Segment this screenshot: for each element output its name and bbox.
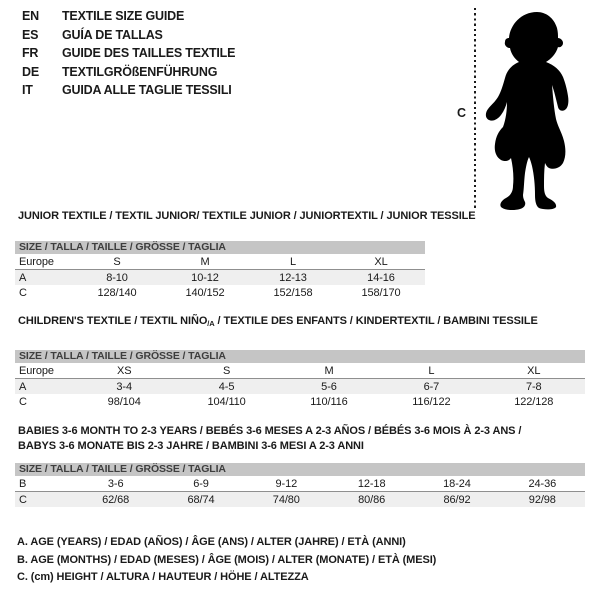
language-row [22, 63, 235, 82]
value-cell: 6-9 [158, 476, 243, 492]
value-cell: L [380, 363, 482, 379]
size-header-bar: SIZE / TALLA / TAILLE / GRÖSSE / TAGLIA [15, 241, 425, 254]
row-label-cell: B [15, 476, 73, 492]
section-title-line2: BABYS 3-6 MONATE BIS 2-3 JAHRE / BAMBINI 3-6 MESI A 2-3 ANNI [18, 440, 364, 452]
height-label: C [457, 106, 467, 120]
value-cell: 12-13 [249, 270, 337, 286]
language-title: TEXTILE SIZE GUIDE [62, 9, 185, 23]
section-babies [15, 424, 585, 507]
value-cell: S [175, 363, 277, 379]
table-row [15, 363, 585, 379]
language-title: GUIDE DES TAILLES TEXTILE [62, 46, 236, 61]
row-label-cell: C [19, 286, 27, 299]
language-code: IT [22, 83, 33, 98]
section-title: JUNIOR TEXTILE / TEXTIL JUNIOR/ TEXTILE JUNIOR / JUNIORTEXTIL / JUNIOR TESSILE [18, 210, 476, 222]
value-cell: 18-24 [414, 476, 499, 492]
value-cell: 116/122 [412, 395, 451, 408]
row-label-cell: Europe [15, 254, 73, 270]
table-row [15, 379, 585, 395]
section-title [15, 314, 585, 331]
value-cell: 14-16 [337, 270, 425, 286]
value-cell: 10-12 [161, 270, 249, 286]
table-row [15, 254, 425, 270]
footnotes [17, 534, 436, 587]
language-row [22, 7, 235, 26]
language-row [22, 26, 235, 45]
value-cell: 4-5 [175, 379, 277, 395]
language-title: GUÍA DE TALLAS [62, 27, 163, 42]
value-cell: 24-36 [500, 476, 585, 492]
value-cell: 8-10 [73, 270, 161, 286]
value-cell: XL [483, 363, 585, 379]
footnote-c: C. (cm) HEIGHT / ALTURA / HAUTEUR / HÖHE / ALTEZZA [17, 571, 309, 584]
value-cell: 122/128 [514, 395, 554, 408]
section-title-subscript: /A [207, 319, 215, 328]
value-cell: S [73, 254, 161, 270]
value-cell: XS [73, 363, 175, 379]
row-label-cell: A [15, 270, 73, 286]
value-cell: 6-7 [380, 379, 482, 395]
footnote-b: B. AGE (MONTHS) / EDAD (MESES) / ÂGE (MOIS) / ALTER (MONATE) / ETÀ (MESI) [17, 553, 437, 566]
section-title-text: / TEXTILE DES ENFANTS / KINDERTEXTIL / BAMBINI TESSILE [214, 315, 538, 327]
row-label-cell: A [15, 379, 73, 395]
language-code: FR [22, 46, 39, 61]
size-header-bar: SIZE / TALLA / TAILLE / GRÖSSE / TAGLIA [15, 463, 585, 476]
value-cell: 110/116 [310, 395, 348, 408]
size-table-children [15, 363, 585, 409]
table-row [15, 285, 425, 300]
table-row [15, 270, 425, 286]
section-children [15, 314, 585, 409]
value-cell: 7-8 [483, 379, 585, 395]
table-row [15, 492, 585, 508]
language-code: DE [22, 64, 39, 79]
row-label-cell: C [15, 492, 73, 508]
value-cell: XL [337, 254, 425, 270]
language-title: GUIDA ALLE TAGLIE TESSILI [62, 83, 232, 98]
section-title-text: CHILDREN'S TEXTILE / TEXTIL NIÑO [18, 315, 208, 327]
row-label-cell: C [19, 395, 27, 408]
value-cell: 62/68 [73, 492, 158, 508]
language-code: EN [22, 9, 39, 23]
value-cell: 5-6 [278, 379, 380, 395]
language-row [22, 81, 235, 100]
section-junior [15, 209, 476, 300]
value-cell: 128/140 [97, 286, 137, 299]
size-header-bar: SIZE / TALLA / TAILLE / GRÖSSE / TAGLIA [15, 350, 585, 363]
value-cell: 92/98 [500, 492, 585, 508]
table-row [15, 476, 585, 492]
value-cell: 68/74 [158, 492, 243, 508]
value-cell: 3-4 [73, 379, 175, 395]
size-table-babies [15, 476, 585, 507]
footnote-a: A. AGE (YEARS) / EDAD (AÑOS) / ÂGE (ANS) / ALTER (JAHRE) / ETÀ (ANNI) [17, 536, 406, 548]
row-label-cell: Europe [15, 363, 73, 379]
section-title-line1: BABIES 3-6 MONTH TO 2-3 YEARS / BEBÉS 3-6 MESES A 2-3 AÑOS / BÉBÉS 3-6 MOIS À 2-3 ANS / [18, 425, 522, 437]
value-cell: 98/104 [107, 395, 141, 408]
value-cell: M [278, 363, 380, 379]
baby-silhouette [480, 5, 600, 215]
value-cell: M [161, 254, 249, 270]
value-cell: 86/92 [414, 492, 499, 508]
height-dotted-line [474, 8, 476, 208]
value-cell: 12-18 [329, 476, 414, 492]
value-cell: 140/152 [185, 286, 225, 299]
value-cell: 9-12 [244, 476, 329, 492]
value-cell: L [249, 254, 337, 270]
size-table-junior [15, 254, 425, 300]
language-code: ES [22, 27, 39, 42]
value-cell: 80/86 [329, 492, 414, 508]
table-row [15, 394, 585, 409]
value-cell: 152/158 [273, 286, 313, 299]
value-cell: 104/110 [207, 395, 246, 408]
language-list [22, 7, 235, 100]
language-title: TEXTILGRÖßENFÜHRUNG [62, 64, 218, 79]
value-cell: 74/80 [244, 492, 329, 508]
value-cell: 158/170 [361, 286, 401, 299]
language-row [22, 44, 235, 63]
value-cell: 3-6 [73, 476, 158, 492]
